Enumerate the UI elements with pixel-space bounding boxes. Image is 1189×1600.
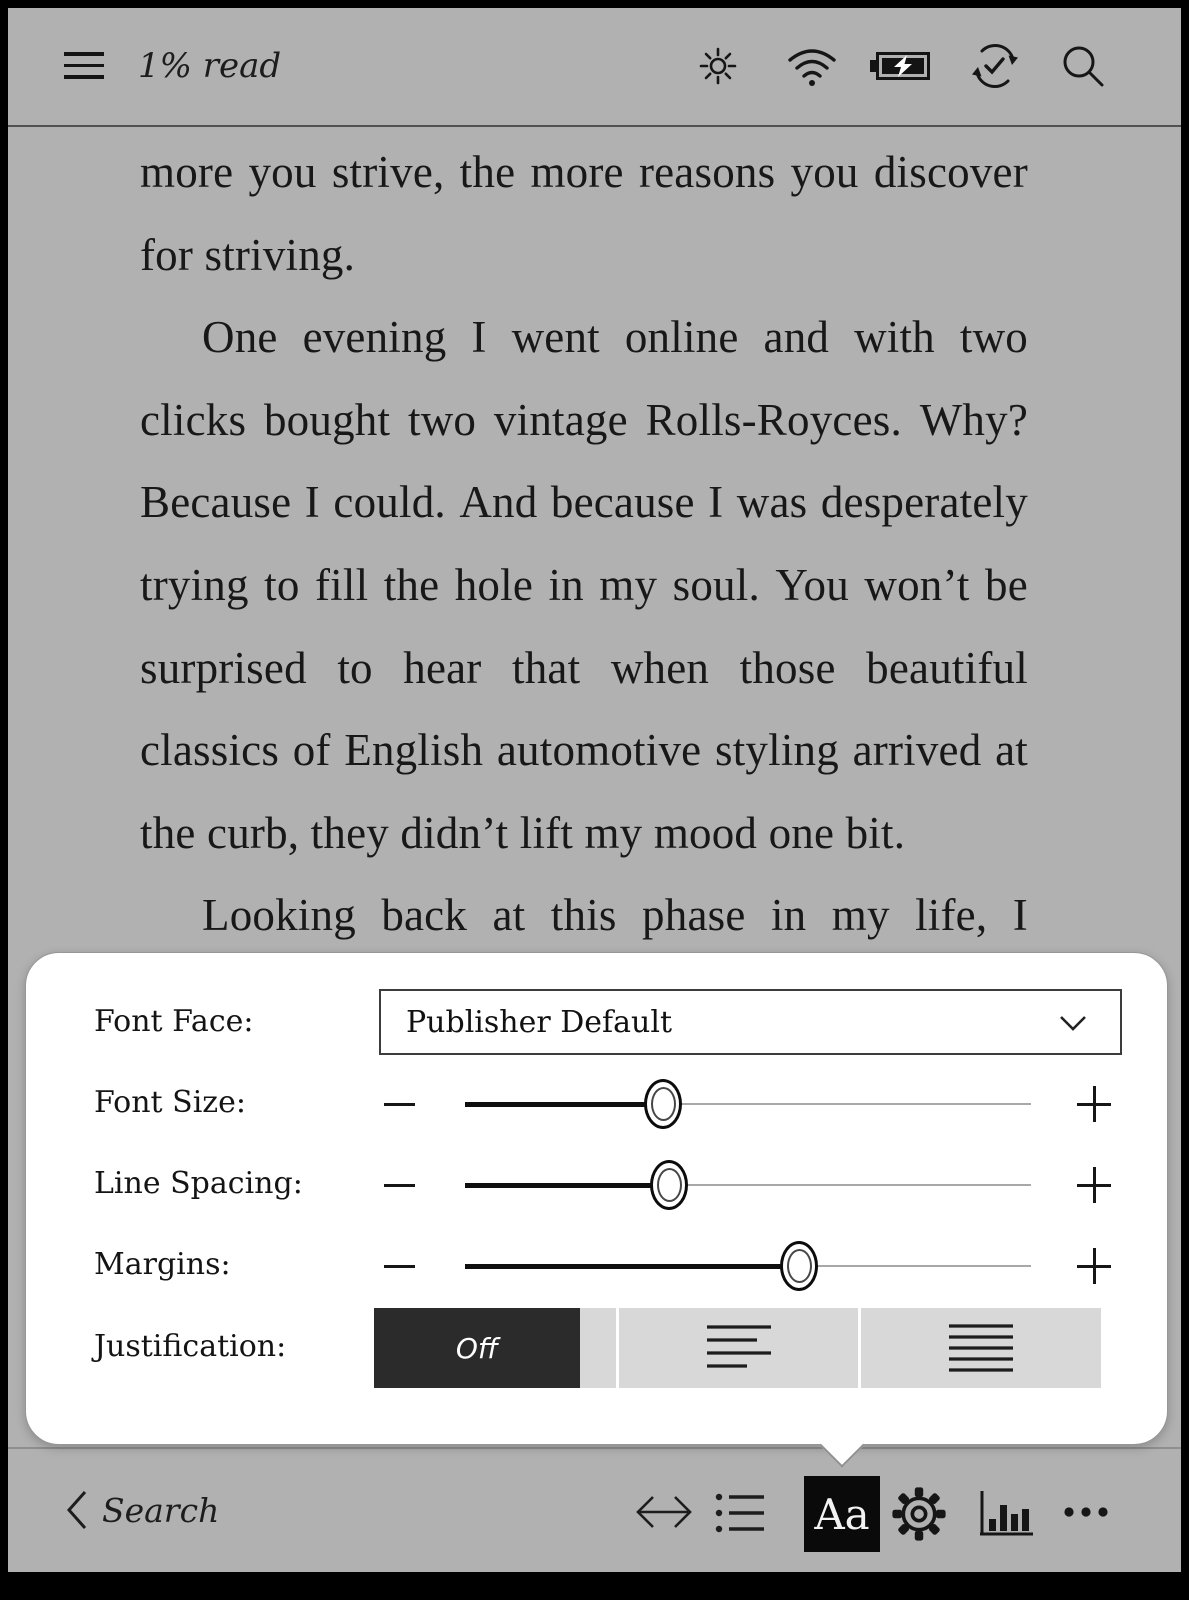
book-line: One evening I went online and with two: [202, 312, 1028, 363]
font-settings-dialog: [25, 952, 1168, 1445]
font-settings-button-label: Aa: [814, 1489, 870, 1539]
font-size-decrease-button[interactable]: [384, 1103, 415, 1106]
font-face-dropdown[interactable]: [379, 989, 1122, 1055]
font-size-slider[interactable]: [465, 1074, 1031, 1134]
book-line: clicks bought two vintage Rolls-Royces. Why?: [140, 394, 1028, 445]
wifi-icon[interactable]: [786, 42, 838, 88]
book-line: surprised to hear that when those beautiful: [140, 642, 1028, 693]
book-line: Because I could. And because I was desperately: [140, 477, 1028, 528]
margins-decrease-button[interactable]: [384, 1265, 415, 1268]
font-size-label: Font Size:: [94, 1085, 246, 1120]
table-of-contents-icon[interactable]: [714, 1489, 766, 1537]
margins-slider[interactable]: [465, 1236, 1031, 1296]
back-label: Search: [102, 1490, 220, 1530]
search-icon[interactable]: [1059, 42, 1107, 90]
book-line: trying to fill the hole in my soul. You won’t be: [140, 559, 1028, 610]
reading-toolbar: [8, 1447, 1181, 1572]
font-face-value: Publisher Default: [406, 1005, 673, 1040]
overflow-menu-icon[interactable]: [1063, 1506, 1111, 1518]
line-spacing-decrease-button[interactable]: [384, 1184, 415, 1187]
justification-off-button[interactable]: Off: [374, 1308, 580, 1388]
reading-progress: 1% read: [138, 46, 282, 86]
line-spacing-slider-thumb[interactable]: [650, 1160, 688, 1210]
book-line: the curb, they didn’t lift my mood one bit.: [140, 807, 906, 858]
page-turn-arrows-icon[interactable]: [632, 1492, 696, 1532]
sync-icon[interactable]: [969, 40, 1021, 92]
align-left-icon: [707, 1323, 771, 1373]
chevron-down-icon: [1059, 1015, 1087, 1032]
font-face-label: Font Face:: [94, 1004, 254, 1039]
status-bar: [8, 8, 1181, 125]
justification-label: Justification:: [94, 1329, 287, 1364]
battery-charging-icon: [868, 46, 932, 86]
line-spacing-slider[interactable]: [465, 1155, 1031, 1215]
menu-icon[interactable]: [64, 52, 104, 79]
margins-label: Margins:: [94, 1247, 231, 1282]
margins-increase-button[interactable]: [1077, 1248, 1111, 1284]
justify-icon: [949, 1323, 1013, 1373]
justification-left-button[interactable]: [619, 1308, 858, 1388]
margins-slider-thumb[interactable]: [780, 1241, 818, 1291]
screen: [8, 8, 1181, 1572]
settings-gear-icon[interactable]: [890, 1485, 948, 1543]
book-line: classics of English automotive styling arrived at: [140, 725, 1028, 776]
reading-stats-icon[interactable]: [976, 1489, 1036, 1539]
line-spacing-increase-button[interactable]: [1077, 1167, 1111, 1203]
book-line: for striving.: [140, 229, 356, 280]
brightness-icon[interactable]: [694, 42, 742, 90]
line-spacing-label: Line Spacing:: [94, 1166, 303, 1201]
font-size-increase-button[interactable]: [1077, 1086, 1111, 1122]
back-search-button[interactable]: [66, 1489, 219, 1531]
chevron-left-icon: [66, 1489, 88, 1531]
book-line: Looking back at this phase in my life, I: [202, 890, 1028, 941]
book-line: more you strive, the more reasons you discover: [140, 147, 1028, 197]
font-size-slider-thumb[interactable]: [644, 1079, 682, 1129]
justification-segmented-control: [374, 1308, 1101, 1388]
justification-full-button[interactable]: [861, 1308, 1101, 1388]
font-settings-button[interactable]: [804, 1476, 880, 1552]
